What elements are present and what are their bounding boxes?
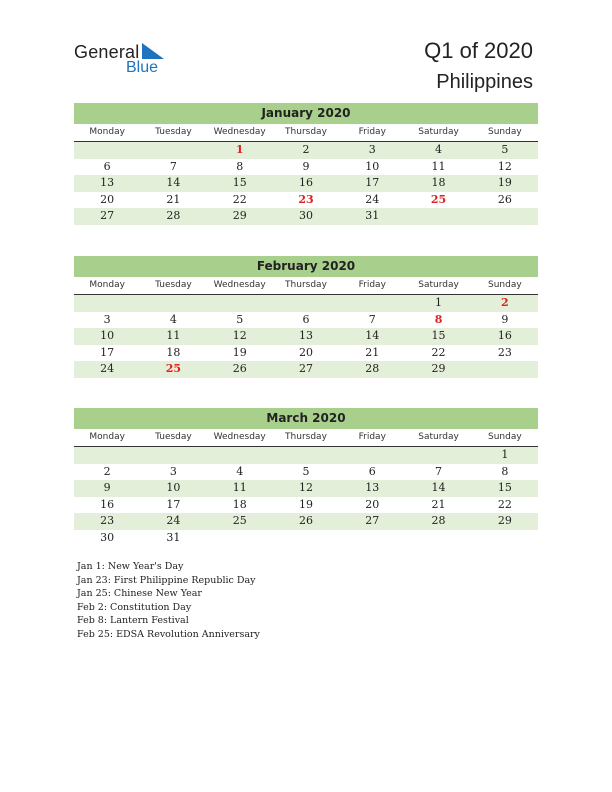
week-row — [74, 464, 538, 481]
day-cell: 25 — [430, 192, 447, 206]
day-cell: 22 — [497, 497, 512, 511]
day-cell: 15 — [431, 329, 446, 342]
day-cell: 6 — [103, 159, 111, 173]
day-cell — [273, 295, 339, 312]
week-row — [74, 361, 538, 378]
day-cell: 17 — [365, 176, 380, 189]
day-cell: 24 — [100, 362, 115, 375]
weekday-label: Saturday — [418, 280, 459, 290]
holiday-note: Jan 1: New Year's Day — [77, 561, 184, 572]
day-cell: 28 — [431, 514, 446, 527]
day-cell: 8 — [434, 312, 443, 326]
day-cell — [273, 530, 339, 547]
day-cell — [405, 447, 471, 464]
day-cell: 23 — [298, 192, 314, 206]
day-cell: 27 — [100, 209, 115, 222]
day-cell — [74, 447, 140, 464]
day-cell: 3 — [169, 464, 177, 478]
weekday-label: Wednesday — [213, 280, 266, 290]
day-cell — [207, 447, 273, 464]
day-cell: 2 — [501, 296, 509, 309]
weekday-header-row — [74, 124, 538, 142]
day-cell — [472, 208, 538, 225]
day-cell: 28 — [166, 209, 181, 222]
day-cell: 30 — [100, 530, 115, 544]
day-cell: 4 — [236, 464, 244, 478]
day-cell — [339, 295, 405, 312]
day-cell: 5 — [236, 312, 244, 326]
day-cell: 6 — [368, 464, 376, 478]
weekday-label: Tuesday — [155, 432, 192, 442]
day-cell: 16 — [100, 497, 115, 511]
day-cell — [405, 208, 471, 225]
day-cell: 20 — [100, 192, 115, 206]
weekday-label: Friday — [358, 280, 386, 290]
week-row — [74, 530, 538, 547]
day-cell: 22 — [232, 192, 247, 206]
day-cell — [339, 530, 405, 547]
day-cell — [140, 447, 206, 464]
weekday-header-row — [74, 277, 538, 295]
holiday-note: Jan 23: First Philippine Republic Day — [77, 574, 256, 586]
logo-word-general: General — [74, 42, 140, 62]
day-cell: 9 — [501, 312, 509, 326]
day-cell: 10 — [365, 159, 380, 173]
day-cell: 20 — [298, 345, 313, 359]
day-cell: 23 — [100, 514, 115, 527]
day-cell: 19 — [232, 345, 247, 359]
weekday-label: Wednesday — [213, 432, 266, 442]
weekday-label: Thursday — [285, 127, 327, 137]
day-cell: 21 — [431, 497, 446, 511]
week-row — [74, 295, 538, 312]
day-cell: 13 — [365, 481, 380, 494]
country-title: Philippines — [436, 71, 533, 93]
day-cell: 12 — [298, 481, 313, 494]
day-cell: 26 — [497, 192, 512, 206]
holiday-note: Feb 8: Lantern Festival — [77, 615, 189, 627]
month-title: January 2020 — [74, 103, 538, 124]
day-cell: 7 — [435, 464, 443, 478]
day-cell: 9 — [302, 159, 310, 173]
day-cell: 29 — [431, 362, 446, 375]
day-cell: 25 — [165, 362, 182, 375]
day-cell: 15 — [232, 176, 247, 189]
weekday-label: Saturday — [418, 127, 459, 137]
day-cell: 10 — [100, 329, 115, 342]
day-cell: 1 — [235, 143, 244, 156]
logo-triangle-icon — [142, 43, 164, 59]
day-cell: 26 — [232, 362, 247, 375]
week-row — [74, 497, 538, 514]
weekday-label: Wednesday — [213, 127, 266, 137]
week-row — [74, 328, 538, 345]
day-cell: 22 — [431, 345, 446, 359]
month-calendar-february — [74, 256, 538, 378]
week-row — [74, 159, 538, 176]
holiday-notes — [77, 560, 260, 642]
day-cell: 18 — [431, 176, 446, 189]
month-title: February 2020 — [74, 256, 538, 277]
day-cell: 2 — [103, 464, 111, 478]
weekday-label: Friday — [358, 432, 386, 442]
day-cell: 14 — [431, 481, 446, 494]
day-cell: 19 — [298, 497, 313, 511]
day-cell: 13 — [100, 176, 115, 189]
day-cell: 6 — [302, 312, 310, 326]
month-title: March 2020 — [74, 408, 538, 429]
weekday-label: Friday — [358, 127, 386, 137]
week-row — [74, 345, 538, 362]
month-calendar-march — [74, 408, 538, 546]
weekday-label: Sunday — [487, 432, 522, 442]
day-cell: 1 — [435, 296, 443, 309]
day-cell: 18 — [166, 345, 181, 359]
day-cell: 18 — [232, 497, 247, 511]
day-cell: 20 — [365, 497, 380, 511]
day-cell: 1 — [501, 448, 509, 461]
day-cell: 23 — [497, 345, 512, 359]
weekday-label: Monday — [89, 127, 125, 137]
quarter-title: Q1 of 2020 — [424, 38, 533, 63]
day-cell — [472, 530, 538, 547]
weekday-label: Sunday — [487, 280, 522, 290]
day-cell: 8 — [236, 159, 244, 173]
weekday-label: Thursday — [285, 280, 327, 290]
day-cell: 17 — [100, 345, 115, 359]
day-cell: 3 — [103, 312, 111, 326]
day-cell: 19 — [497, 176, 512, 189]
day-cell — [74, 295, 140, 312]
day-cell: 27 — [365, 514, 380, 527]
day-cell: 16 — [298, 176, 313, 189]
week-row — [74, 513, 538, 530]
day-cell: 24 — [166, 514, 181, 527]
holiday-note: Feb 2: Constitution Day — [77, 601, 192, 613]
week-row — [74, 312, 538, 329]
day-cell — [207, 530, 273, 547]
generalblue-logo — [74, 42, 184, 78]
day-cell: 26 — [298, 514, 313, 527]
day-cell: 15 — [497, 481, 512, 494]
weekday-header-row — [74, 429, 538, 447]
day-cell — [207, 295, 273, 312]
day-cell: 31 — [166, 530, 181, 544]
day-cell: 2 — [302, 143, 310, 156]
day-cell — [273, 447, 339, 464]
day-cell: 9 — [103, 481, 111, 494]
day-cell: 21 — [365, 345, 380, 359]
day-cell: 4 — [435, 143, 443, 156]
day-cell: 7 — [368, 312, 376, 326]
weekday-label: Tuesday — [155, 280, 192, 290]
weekday-label: Monday — [89, 432, 125, 442]
week-row — [74, 175, 538, 192]
week-row — [74, 208, 538, 225]
weekday-label: Tuesday — [155, 127, 192, 137]
day-cell: 4 — [169, 312, 177, 326]
day-cell: 14 — [365, 329, 380, 342]
day-cell — [405, 530, 471, 547]
day-cell: 7 — [169, 159, 177, 173]
week-row — [74, 192, 538, 209]
day-cell: 11 — [431, 159, 446, 173]
day-cell: 3 — [368, 143, 376, 156]
day-cell: 21 — [166, 192, 181, 206]
weekday-label: Monday — [89, 280, 125, 290]
day-cell: 11 — [232, 481, 247, 494]
day-cell — [472, 361, 538, 378]
holiday-note: Jan 25: Chinese New Year — [77, 588, 202, 600]
logo-word-blue: Blue — [126, 59, 159, 76]
day-cell: 16 — [497, 329, 512, 342]
day-cell: 12 — [497, 159, 512, 173]
day-cell: 24 — [365, 192, 380, 206]
day-cell — [339, 447, 405, 464]
day-cell: 8 — [501, 464, 509, 478]
day-cell: 25 — [232, 514, 247, 527]
day-cell: 13 — [298, 329, 313, 342]
day-cell — [74, 142, 140, 159]
day-cell: 11 — [166, 329, 181, 342]
day-cell: 12 — [232, 329, 247, 342]
week-row — [74, 447, 538, 464]
month-calendar-january — [74, 103, 538, 225]
weekday-label: Thursday — [285, 432, 327, 442]
day-cell: 10 — [166, 481, 181, 494]
week-row — [74, 142, 538, 159]
day-cell: 5 — [501, 143, 509, 156]
day-cell — [140, 142, 206, 159]
day-cell: 27 — [298, 362, 313, 375]
day-cell: 17 — [166, 497, 181, 511]
day-cell: 28 — [365, 362, 380, 375]
week-row — [74, 480, 538, 497]
day-cell: 30 — [298, 209, 313, 222]
day-cell: 29 — [497, 514, 512, 527]
day-cell: 14 — [166, 176, 181, 189]
holiday-note: Feb 25: EDSA Revolution Anniversary — [77, 628, 260, 640]
day-cell — [140, 295, 206, 312]
day-cell: 31 — [365, 209, 380, 222]
day-cell: 5 — [302, 464, 310, 478]
day-cell: 29 — [232, 209, 247, 222]
weekday-label: Sunday — [487, 127, 522, 137]
weekday-label: Saturday — [418, 432, 459, 442]
